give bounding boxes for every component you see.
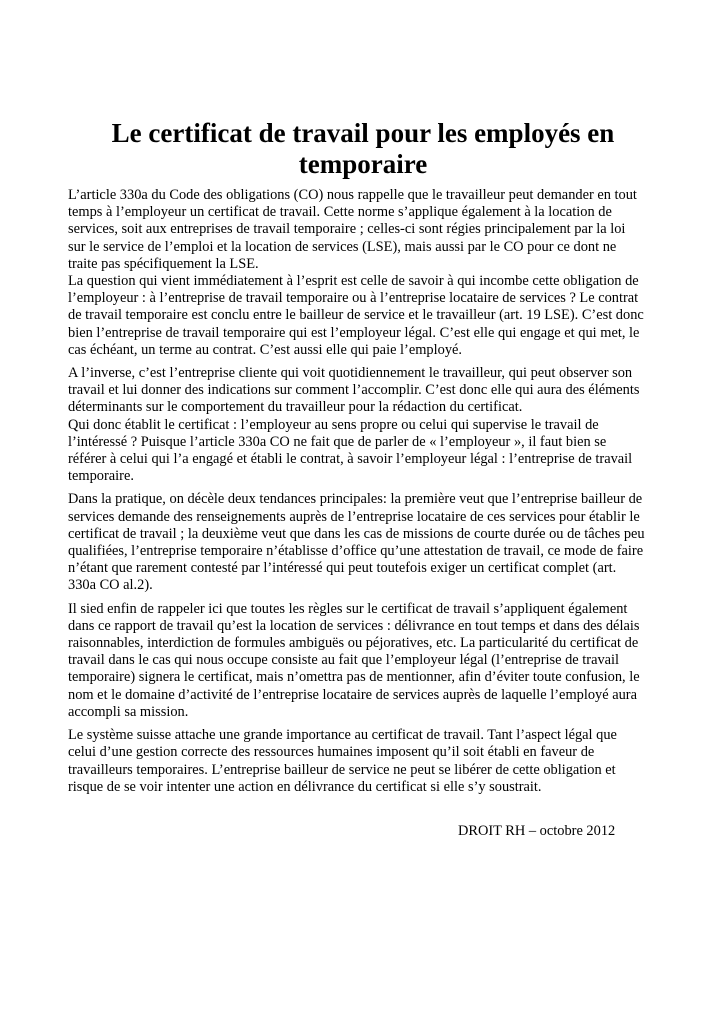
paragraph xyxy=(68,365,658,485)
text-line: travail et lui donner des indications sur comment l’accomplir. C’est donc elle qui aura des éléments xyxy=(68,382,640,399)
text-line: temporaire. xyxy=(68,468,134,485)
text-line: risque de se voir intenter une action en délivrance du certificat si elle s’y soustrait. xyxy=(68,778,542,795)
text-line: raisonnables, interdiction de formules ambiguës ou péjoratives, etc. La particularité du certificat de xyxy=(68,635,639,652)
text-line: l’intéressé ? Puisque l’article 330a CO ne fait que de parler de « l’employeur », il faut bien se xyxy=(68,433,607,450)
text-line: accompli sa mission. xyxy=(68,703,189,720)
text-line: celui d’une gestion correcte des ressources humaines imposent qu’il soit établi en faveur de xyxy=(68,744,595,761)
text-line: L’article 330a du Code des obligations (CO) nous rappelle que le travailleur peut demander en tout xyxy=(68,187,637,203)
text-line: La question qui vient immédiatement à l’esprit est celle de savoir à qui incombe cette obligation de xyxy=(68,273,639,290)
paragraph xyxy=(68,727,658,796)
text-line: déterminants sur le comportement du travailleur pour la rédaction du certificat. xyxy=(68,399,523,416)
text-line: l’employeur : à l’entreprise de travail temporaire ou à l’entreprise locataire de services ? Le contrat xyxy=(68,290,639,307)
text-line: Il sied enfin de rappeler ici que toutes les règles sur le certificat de travail s’appliquent également xyxy=(68,600,628,617)
text-line: qualifiées, l’entreprise temporaire n’établisse d’office qu’une attestation de travail, ce mode de faire xyxy=(68,543,644,560)
document-title: Le certificat de travail pour les employés en temporaire xyxy=(111,118,615,179)
paragraph xyxy=(68,601,658,721)
text-line: sur le service de l’emploi et la location de services (LSE), mais aussi par le CO pour ce dont ne xyxy=(68,238,617,255)
text-line: Qui donc établit le certificat : l’employeur au sens propre ou celui qui supervise le travail de xyxy=(68,416,599,433)
text-line: Le système suisse attache une grande importance au certificat de travail. Tant l’aspect légal que xyxy=(68,727,617,744)
text-line: cas échéant, un terme au contrat. C’est aussi elle qui paie l’employé. xyxy=(68,341,462,358)
text-line: A l’inverse, c’est l’entreprise cliente qui voit quotidiennement le travailleur, qui peut observer son xyxy=(68,365,633,382)
text-line: temps à l’employeur un certificat de travail. Cette norme s’applique également à la location de xyxy=(68,204,612,221)
document-signature: DROIT RH – octobre 2012 xyxy=(458,823,616,839)
text-line: traite pas spécifiquement la LSE. xyxy=(68,255,259,272)
text-line: temporaire) signera le certificat, mais n’omettra pas de mentionner, afin d’éviter toute confusion, le xyxy=(68,669,640,686)
text-line: services, soit aux entreprises de travail temporaire ; celles-ci sont régies principalement par la loi xyxy=(68,221,626,238)
text-line: travailleurs temporaires. L’entreprise bailleur de service ne peut se libérer de cette obligation et xyxy=(68,761,616,778)
text-line: nom et le domaine d’activité de l’entreprise locataire de services auprès de laquelle l’employé aura xyxy=(68,686,637,703)
text-line: certificat de travail ; la deuxième veut que dans les cas de missions de courte durée ou de tâches peu xyxy=(68,525,645,542)
document-page xyxy=(68,118,658,802)
text-line: bien l’entreprise de travail temporaire qui est l’employeur légal. C’est elle qui engage et qui met, le xyxy=(68,324,640,341)
paragraph xyxy=(68,187,658,359)
text-line: référer à celui qui l’a engagé et établi le contrat, à savoir l’employeur légal : l’entreprise de travail xyxy=(68,451,633,468)
text-line: Dans la pratique, on décèle deux tendances principales: la première veut que l’entreprise bailleur de xyxy=(68,491,643,508)
text-line: n’étant que rarement contesté par l’intéressé qui peut toutefois exiger un certificat complet (art. xyxy=(68,560,617,577)
text-line: services demande des renseignements auprès de l’entreprise locataire de ces services pour établir le xyxy=(68,508,640,525)
paragraph xyxy=(68,491,658,594)
text-line: 330a CO al.2). xyxy=(68,577,153,594)
text-line: dans ce rapport de travail qu’est la location de services : délivrance en tout temps et dans des délais xyxy=(68,617,640,634)
text-line: travail dans le cas qui nous occupe consiste au fait que l’employeur légal (l’entreprise de travail xyxy=(68,652,620,669)
document-body xyxy=(68,187,658,796)
text-line: de travail temporaire est conclu entre le bailleur de service et le travailleur (art. 19 LSE). C’est donc xyxy=(68,307,644,324)
